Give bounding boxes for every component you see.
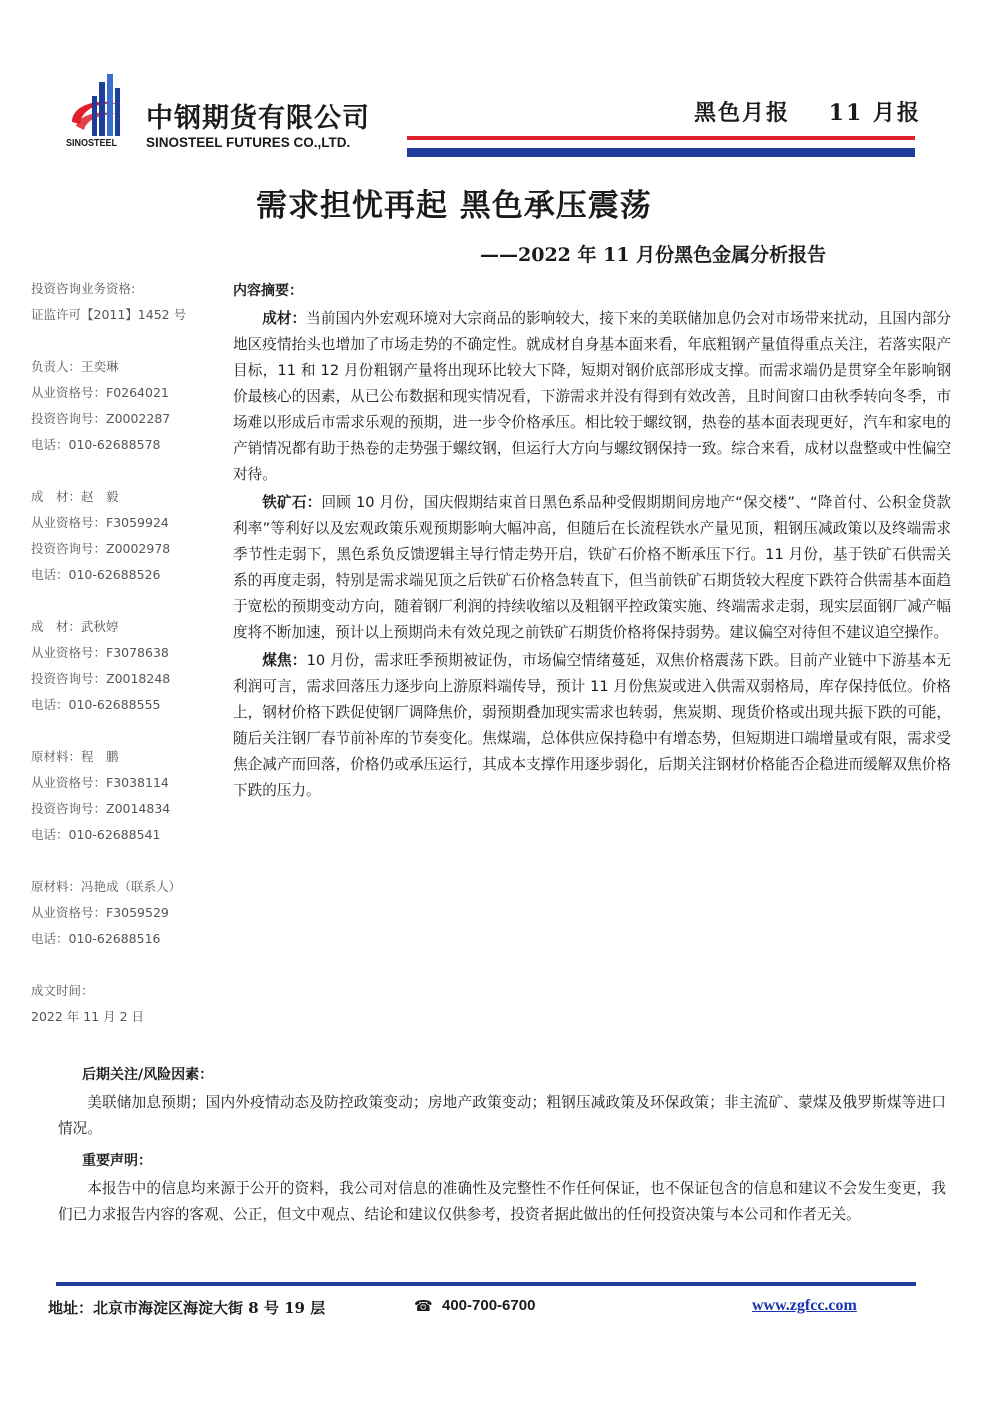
iron-ore-label: 铁矿石： <box>262 494 322 511</box>
iron-ore-paragraph <box>233 490 951 646</box>
contact-cert: 从业资格号：F3059529 <box>31 905 169 920</box>
footer-phone: 400-700-6700 <box>442 1297 536 1314</box>
contact-role: 原材料：冯艳成（联系人） <box>31 879 182 894</box>
footer-rule <box>56 1282 916 1286</box>
contact-cert: 从业资格号：F3059924 <box>31 515 169 530</box>
risk-heading: 后期关注/风险因素： <box>82 1067 214 1083</box>
finished-steel-paragraph <box>233 306 951 488</box>
analyst-sidebar <box>31 276 221 1030</box>
phone-icon: ☎ <box>414 1297 433 1315</box>
contact-cert: 从业资格号：F3038114 <box>31 775 169 790</box>
qualification-value: 证监许可【2011】1452 号 <box>31 307 187 322</box>
contact-role: 原材料：程 鹏 <box>31 749 119 764</box>
company-name-cn: 中钢期货有限公司 <box>146 103 370 134</box>
summary-heading: 内容摘要： <box>233 283 303 299</box>
contact-phone: 电话：010-62688578 <box>31 437 161 452</box>
contact-phone: 电话：010-62688541 <box>31 827 161 842</box>
coal-coke-label: 煤焦： <box>262 652 307 669</box>
date-label: 成文时间： <box>31 983 94 998</box>
disclaimer-heading: 重要声明： <box>82 1153 152 1169</box>
company-name-en: SINOSTEEL FUTURES CO.,LTD. <box>146 135 351 150</box>
disclaimer-text: 本报告中的信息均来源于公开的资料，我公司对信息的准确性及完整性不作任何保证，也不保证包含的信息和建议不会发生变更，我们已力求报告内容的客观、公正，但文中观点、结论和建议仅供参考，投资者据此做出的任何投资决策与本公司和作者无关。 <box>58 1180 946 1223</box>
logo-text: SINOSTEEL <box>66 138 118 149</box>
iron-ore-text: 回顾 10 月份，国庆假期结束首日黑色系品种受假期期间房地产“保交楼”、“降首付、公积金贷款利率”等利好以及宏观政策乐观预期影响大幅冲高，但随后在长流程铁水产量见顶，粗钢压减政策以及终端需求季节性走弱下，黑色系负反馈逻辑主导行情走势开启，铁矿石价格不断承压下行。11 月份，基于铁矿石供需关系的再度走弱，特别是需求端见顶之后铁矿石价格急转直下，但当前铁矿石期货较大程度下跌符合供需基本面趋于宽松的预期变动方向，随着钢厂利润的持续收缩以及粗钢平控政策实施、终端需求走弱，现实层面钢厂减产幅度将不断加速，预计以上预期尚未有效兑现之前铁矿石期货价格将保持弱势。建议偏空对待但不建议追空操作。 <box>233 494 951 641</box>
contact-phone: 电话：010-62688555 <box>31 697 161 712</box>
contact-advisory: 投资咨询号：Z0002287 <box>31 411 171 426</box>
date-value: 2022 年 11 月 2 日 <box>31 1009 145 1024</box>
risk-text: 美联储加息预期；国内外疫情动态及防控政策变动；房地产政策变动；粗钢压减政策及环保政策；非主流矿、蒙煤及俄罗斯煤等进口情况。 <box>58 1094 946 1137</box>
coal-coke-text: 10 月份，需求旺季预期被证伪，市场偏空情绪蔓延，双焦价格震荡下跌。目前产业链中下游基本无利润可言，需求回落压力逐步向上游原料端传导，预计 11 月份焦炭或进入供需双弱格局，库存保持低位。价格上，钢材价格下跌促使钢厂调降焦价，弱预期叠加现实需求也转弱，焦炭期、现货价格或出现共振下跌的可能，随后关注钢厂春节前补库的节奏变化。焦煤端，总体供应保持稳中有增态势，但短期进口端增量或有限，需求受焦企减产而回落，价格仍或承压运行，其成本支撑作用逐步弱化，后期关注钢材价格能否企稳进而缓解双焦价格下跌的压力。 <box>233 652 951 799</box>
finished-steel-label: 成材： <box>262 310 307 327</box>
contact-phone: 电话：010-62688526 <box>31 567 161 582</box>
contact-cert: 从业资格号：F0264021 <box>31 385 169 400</box>
qualification-label: 投资咨询业务资格: <box>31 281 136 296</box>
contact-advisory: 投资咨询号：Z0002978 <box>31 541 171 556</box>
header-blue-bar <box>407 148 915 157</box>
coal-coke-paragraph <box>233 648 951 804</box>
report-title: 需求担忧再起 黑色承压震荡 <box>256 188 652 224</box>
report-subtitle: ——2022 年 11 月份黑色金属分析报告 <box>480 244 827 266</box>
contact-role: 负责人：王奕琳 <box>31 359 119 374</box>
lower-section <box>58 1062 946 1234</box>
contact-advisory: 投资咨询号：Z0014834 <box>31 801 171 816</box>
contact-advisory: 投资咨询号：Z0018248 <box>31 671 171 686</box>
contact-role: 成 材：武秋婷 <box>31 619 119 634</box>
footer-address: 地址：北京市海淀区海淀大街 8 号 19 层 <box>48 1299 326 1317</box>
website-link[interactable]: www.zgfcc.com <box>752 1297 857 1314</box>
contact-role: 成 材：赵 毅 <box>31 489 119 504</box>
contact-phone: 电话：010-62688516 <box>31 931 161 946</box>
header-red-bar <box>407 136 915 140</box>
finished-steel-text: 当前国内外宏观环境对大宗商品的影响较大，接下来的美联储加息仍会对市场带来扰动，且国内部分地区疫情抬头也增加了市场走势的不确定性。就成材自身基本面来看，年底粗钢产量值得重点关注，若落实限产目标，11 和 12 月份粗钢产量将出现环比较大下降，短期对钢价底部形成支撑。而需求端仍是贯穿全年影响钢价最核心的因素，从已公布数据和现实情况看，下游需求并没有得到有效改善，且时间窗口由秋季转向冬季，市场难以形成后市需求乐观的预期，进一步令价格承压。相比较于螺纹钢，热卷的基本面表现更好，汽车和家电的产销情况都有助于热卷的走势强于螺纹钢，但运行大方向与螺纹钢保持一致。综合来看，成材以盘整或中性偏空对待。 <box>233 310 951 483</box>
contact-cert: 从业资格号：F3078638 <box>31 645 169 660</box>
summary-section <box>233 278 951 806</box>
report-type-label: 黑色月报 11 月报 <box>694 100 921 126</box>
